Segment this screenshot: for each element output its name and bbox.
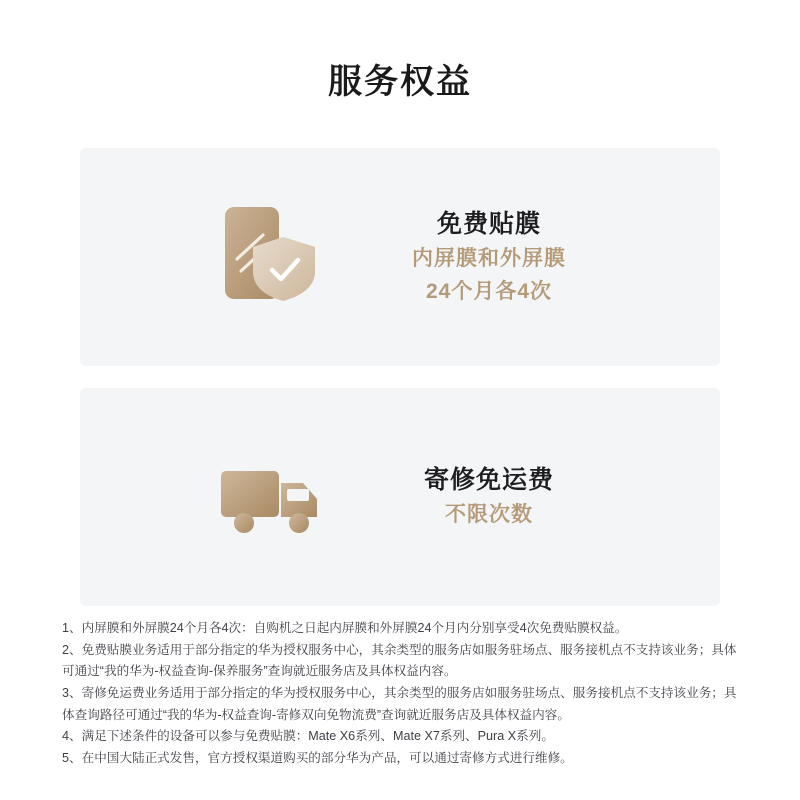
phone-screen-protector-icon	[206, 192, 336, 322]
footnote-item: 2、免费贴膜业务适用于部分指定的华为授权服务中心，其余类型的服务店如服务驻场点、服务接机点不支持该业务；具体可通过“我的华为-权益查询-保养服务”查询就近服务店及具体权益内容。	[62, 642, 737, 679]
benefit-card-list	[0, 148, 800, 606]
benefit-subtitle-1: 不限次数	[445, 503, 533, 527]
benefit-title: 寄修免运费	[423, 465, 554, 494]
benefit-title: 免费贴膜	[436, 209, 541, 238]
footnote-item: 4、满足下述条件的设备可以参与免费贴膜：Mate X6系列、Mate X7系列、Pura X系列。	[62, 729, 554, 744]
page-title: 服务权益	[328, 63, 472, 101]
benefit-card-text	[384, 462, 594, 532]
benefit-card-free-shipping	[80, 388, 720, 606]
benefit-subtitle-2: 24个月各4次	[425, 279, 553, 303]
footnotes	[62, 618, 748, 770]
benefit-card-inner	[80, 192, 720, 322]
benefit-card-free-screen-film	[80, 148, 720, 366]
footnote-item: 1、内屏膜和外屏膜24个月各4次：自购机之日起内屏膜和外屏膜24个月内分别享受4次免费贴膜权益。	[62, 621, 628, 635]
benefit-card-inner	[80, 432, 720, 562]
benefit-subtitle-1: 内屏膜和外屏膜	[412, 247, 566, 270]
delivery-truck-icon	[206, 432, 336, 562]
footnote-item: 5、在中国大陆正式发售，官方授权渠道购买的部分华为产品，可以通过寄修方式进行维修。	[62, 750, 573, 765]
footnote-item: 3、寄修免运费业务适用于部分指定的华为授权服务中心，其余类型的服务店如服务驻场点、服务接机点不支持该业务；具体查询路径可通过“我的华为-权益查询-寄修双向免物流费”查询就近服务店及具体权益内容。	[62, 685, 737, 722]
benefit-card-text	[384, 206, 594, 309]
